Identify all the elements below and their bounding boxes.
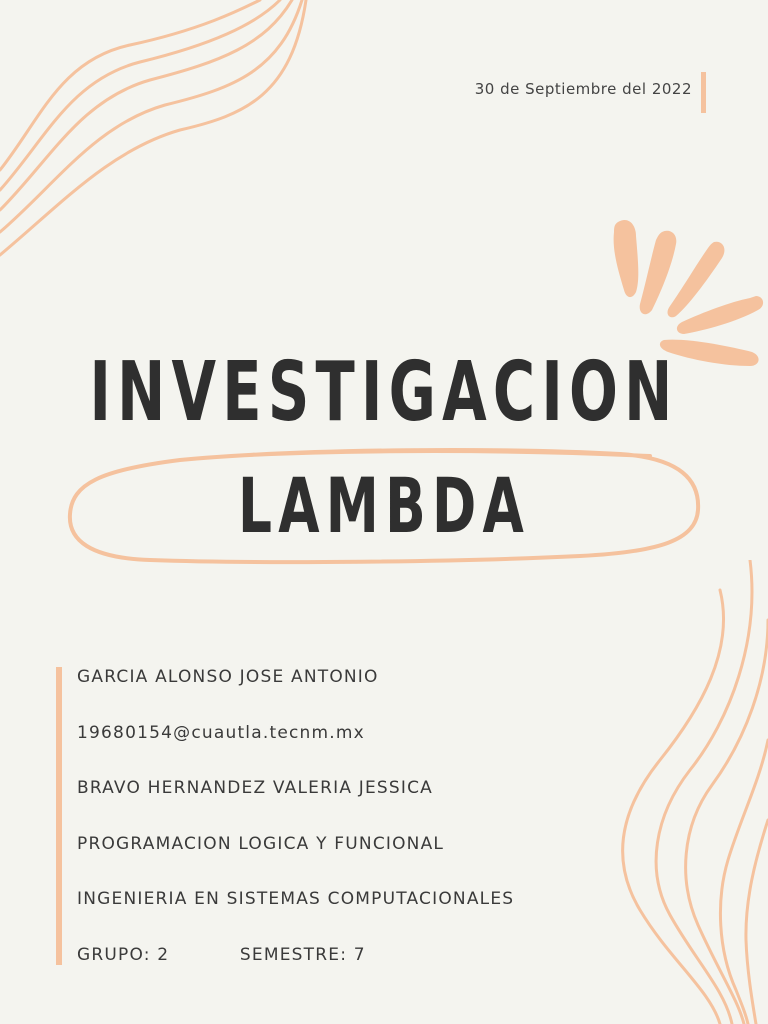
email: 19680154@cuautla.tecnm.mx xyxy=(77,722,365,743)
title-line-1: INVESTIGACION xyxy=(89,345,679,440)
subject: PROGRAMACION LOGICA Y FUNCIONAL xyxy=(77,833,445,854)
group: GRUPO: 2 xyxy=(77,944,170,965)
title-line-2: LAMBDA xyxy=(238,461,530,550)
author-2: BRAVO HERNANDEZ VALERIA JESSICA xyxy=(77,778,434,799)
group-semester-row xyxy=(77,942,514,998)
semester: SEMESTRE: 7 xyxy=(239,944,366,965)
author-1: GARCIA ALONSO JOSE ANTONIO xyxy=(77,667,379,687)
info-accent-bar xyxy=(56,667,62,965)
date-accent-bar xyxy=(701,72,706,113)
career: INGENIERIA EN SISTEMAS COMPUTACIONALES xyxy=(77,889,515,910)
wave-lines-top-left-icon xyxy=(0,0,320,270)
info-block xyxy=(77,664,514,998)
wave-lines-bottom-right-icon xyxy=(600,560,768,1024)
document-date: 30 de Septiembre del 2022 xyxy=(474,80,692,98)
